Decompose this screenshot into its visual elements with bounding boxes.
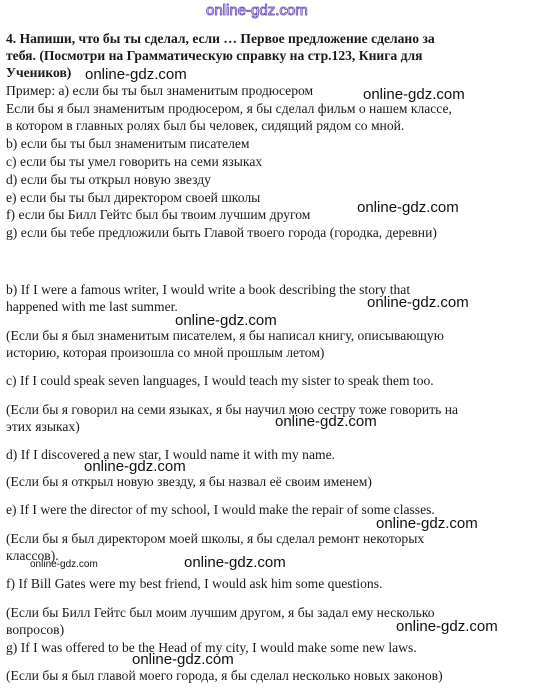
example-line-1: Пример: а) если бы ты был знаменитым продюсером xyxy=(6,83,314,98)
answer-b-ru-line-2: историю, которая произошла со мной прошлым летом) xyxy=(6,345,325,360)
watermark: online-gdz.com xyxy=(376,515,478,532)
answer-e-en: e) If I were the director of my school, I would make the repair of some classes. xyxy=(6,502,435,517)
answer-c-en: c) If I could speak seven languages, I would teach my sister to speak them too. xyxy=(6,373,434,388)
example-line-2: Если бы я был знаменитым продюсером, я бы сделал фильм о нашем классе, xyxy=(6,101,452,116)
header-watermark: online-gdz.com xyxy=(206,2,308,19)
answer-e-ru-line-2: классов). xyxy=(6,548,59,563)
example-line-3: в котором в главных ролях был бы человек, сидящий рядом со мной. xyxy=(6,118,405,133)
answer-b-ru-line-1: (Если бы я был знаменитым писателем, я бы написал книгу, описывающую xyxy=(6,328,444,343)
answer-e-ru-line-1: (Если бы я был директором моей школы, я бы сделал ремонт некоторых xyxy=(6,531,425,546)
task-title-line-1: 4. Напиши, что бы ты сделал, если … Первое предложение сделано за xyxy=(6,31,435,46)
answer-d-ru: (Если бы я открыл новую звезду, я бы назвал её своим именем) xyxy=(6,474,372,489)
answer-f-ru-line-1: (Если бы Билл Гейтс был моим лучшим другом, я бы задал ему несколько xyxy=(6,605,435,620)
task-item-c: c) если бы ты умел говорить на семи языках xyxy=(6,154,263,169)
watermark: online-gdz.com xyxy=(132,651,234,668)
watermark: online-gdz.com xyxy=(184,554,286,571)
answer-b-en-line-2: happened with me last summer. xyxy=(6,299,178,314)
watermark: online-gdz.com xyxy=(363,86,465,103)
watermark: online-gdz.com xyxy=(367,294,469,311)
watermark: online-gdz.com xyxy=(396,618,498,635)
answer-g-en: g) If I was offered to be the Head of my city, I would make some new laws. xyxy=(6,640,417,655)
answer-c-ru-line-1: (Если бы я говорил на семи языках, я бы научил мою сестру тоже говорить на xyxy=(6,402,459,417)
task-title-line-3: Учеников) xyxy=(6,65,72,80)
task-item-d: d) если бы ты открыл новую звезду xyxy=(6,172,211,187)
watermark: online-gdz.com xyxy=(84,458,186,475)
watermark: online-gdz.com xyxy=(175,312,277,329)
answer-c-ru-line-2: этих языках) xyxy=(6,419,80,434)
watermark: online-gdz.com xyxy=(275,413,377,430)
watermark: online-gdz.com xyxy=(85,66,187,83)
answer-f-en: f) If Bill Gates were my best friend, I would ask him some questions. xyxy=(6,576,383,591)
task-item-g: g) если бы тебе предложили быть Главой твоего города (городка, деревни) xyxy=(6,225,437,240)
answer-f-ru-line-2: вопросов) xyxy=(6,622,65,637)
answer-d-en: d) If I discovered a new star, I would name it with my name. xyxy=(6,447,336,462)
task-item-e: e) если бы ты был директором своей школы xyxy=(6,190,261,205)
task-item-f: f) если бы Билл Гейтс был бы твоим лучшим другом xyxy=(6,207,311,222)
watermark-small: online-gdz.com xyxy=(30,559,98,570)
answer-b-en-line-1: b) If I were a famous writer, I would write a book describing the story that xyxy=(6,282,411,297)
watermark: online-gdz.com xyxy=(357,199,459,216)
task-item-b: b) если бы ты был знаменитым писателем xyxy=(6,136,250,151)
answer-g-ru: (Если бы я был главой моего города, я бы сделал несколько новых законов) xyxy=(6,668,443,683)
task-title-line-2: тебя. (Посмотри на Грамматическую справку на стр.123, Книга для xyxy=(6,48,423,63)
